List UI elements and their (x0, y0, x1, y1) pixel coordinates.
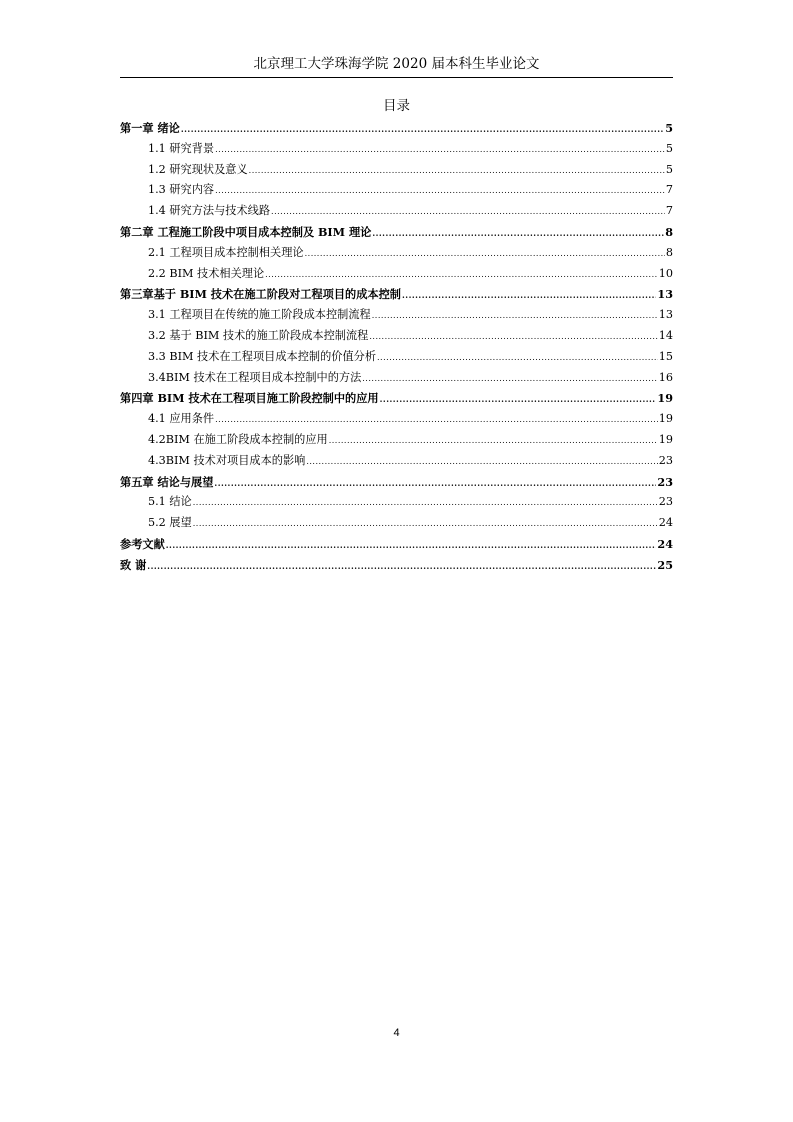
toc-entry-title: 3.3 BIM 技术在工程项目成本控制的价值分析 (148, 349, 377, 363)
toc-section-entry[interactable] (120, 451, 673, 472)
toc-chapter-entry[interactable] (120, 555, 673, 576)
toc-entry-page: 23 (658, 495, 673, 509)
toc-entry-page: 8 (665, 245, 673, 259)
toc-dot-leader (166, 535, 657, 556)
toc-section-entry[interactable] (120, 492, 673, 513)
toc-entry-title: 3.2 基于 BIM 技术的施工阶段成本控制流程 (148, 328, 369, 342)
toc-entry-page: 5 (665, 121, 673, 135)
toc-entry-title: 参考文献 (120, 536, 165, 551)
toc-entry-page: 7 (665, 183, 673, 197)
toc-dot-leader (214, 473, 656, 494)
toc-section-entry[interactable] (120, 180, 673, 201)
toc-entry-page: 23 (658, 453, 673, 467)
toc-dot-leader (215, 181, 665, 202)
toc-entry-page: 7 (665, 204, 673, 218)
toc-dot-leader (306, 452, 657, 473)
toc-entry-page: 19 (657, 391, 673, 406)
toc-entry-title: 第四章 BIM 技术在工程项目施工阶段控制中的应用 (120, 391, 379, 406)
toc-entry-page: 15 (658, 349, 673, 363)
toc-entry-title: 1.2 研究现状及意义 (148, 162, 248, 176)
toc-entry-page: 13 (657, 287, 673, 302)
toc-entry-page: 25 (657, 557, 673, 572)
toc-section-entry[interactable] (120, 347, 673, 368)
toc-entry-title: 第五章 结论与展望 (120, 474, 214, 489)
toc-dot-leader (369, 327, 657, 348)
toc-entry-title: 1.4 研究方法与技术线路 (148, 204, 271, 218)
toc-dot-leader (271, 202, 665, 223)
toc-dot-leader (193, 493, 658, 514)
toc-section-entry[interactable] (120, 409, 673, 430)
toc-section-entry[interactable] (120, 326, 673, 347)
toc-section-entry[interactable] (120, 160, 673, 181)
toc-entry-page: 5 (665, 141, 673, 155)
toc-chapter-entry[interactable] (120, 388, 673, 409)
toc-chapter-entry[interactable] (120, 118, 673, 139)
table-of-contents (120, 118, 673, 576)
toc-entry-title: 第一章 绪论 (120, 121, 180, 135)
page-number: 4 (393, 1027, 400, 1039)
toc-entry-title: 4.1 应用条件 (148, 412, 215, 426)
toc-section-entry[interactable] (120, 201, 673, 222)
toc-dot-leader (362, 369, 657, 390)
toc-entry-page: 8 (665, 224, 673, 239)
toc-dot-leader (181, 119, 664, 140)
toc-dot-leader (402, 285, 656, 306)
toc-entry-page: 5 (665, 162, 673, 176)
toc-dot-leader (380, 389, 657, 410)
toc-entry-title: 5.2 展望 (148, 516, 192, 530)
toc-dot-leader (329, 431, 658, 452)
toc-chapter-entry[interactable] (120, 472, 673, 493)
toc-entry-title: 1.3 研究内容 (148, 183, 215, 197)
toc-dot-leader (377, 348, 658, 369)
header-title: 北京理工大学珠海学院 2020 届本科生毕业论文 (253, 56, 540, 72)
toc-entry-page: 19 (658, 412, 673, 426)
toc-dot-leader (372, 306, 658, 327)
toc-section-entry[interactable] (120, 264, 673, 285)
toc-dot-leader (193, 514, 658, 535)
toc-entry-title: 2.2 BIM 技术相关理论 (148, 266, 265, 280)
toc-entry-title: 4.2BIM 在施工阶段成本控制的应用 (148, 432, 328, 446)
toc-entry-page: 14 (658, 328, 673, 342)
toc-entry-title: 3.4BIM 技术在工程项目成本控制中的方法 (148, 370, 362, 384)
toc-section-entry[interactable] (120, 368, 673, 389)
toc-dot-leader (215, 140, 665, 161)
toc-section-entry[interactable] (120, 430, 673, 451)
toc-chapter-entry[interactable] (120, 222, 673, 243)
toc-section-entry[interactable] (120, 139, 673, 160)
toc-entry-title: 2.1 工程项目成本控制相关理论 (148, 245, 304, 259)
toc-entry-page: 13 (658, 308, 673, 322)
toc-dot-leader (265, 265, 658, 286)
toc-section-entry[interactable] (120, 305, 673, 326)
toc-entry-title: 5.1 结论 (148, 495, 192, 509)
toc-chapter-entry[interactable] (120, 284, 673, 305)
toc-dot-leader (305, 244, 665, 265)
toc-entry-title: 致 谢 (120, 557, 147, 572)
toc-chapter-entry[interactable] (120, 534, 673, 555)
toc-entry-title: 4.3BIM 技术对项目成本的影响 (148, 453, 306, 467)
toc-entry-title: 第三章基于 BIM 技术在施工阶段对工程项目的成本控制 (120, 287, 401, 302)
toc-entry-page: 24 (657, 536, 673, 551)
toc-entry-page: 16 (658, 370, 673, 384)
toc-section-entry[interactable] (120, 513, 673, 534)
toc-dot-leader (215, 410, 658, 431)
toc-dot-leader (249, 161, 665, 182)
toc-section-entry[interactable] (120, 243, 673, 264)
toc-entry-title: 第二章 工程施工阶段中项目成本控制及 BIM 理论 (120, 224, 372, 239)
toc-dot-leader (372, 223, 664, 244)
page-header (120, 55, 673, 78)
toc-entry-page: 24 (658, 516, 673, 530)
toc-entry-page: 10 (658, 266, 673, 280)
toc-entry-page: 23 (657, 474, 673, 489)
toc-dot-leader (147, 556, 656, 577)
toc-entry-page: 19 (658, 432, 673, 446)
toc-entry-title: 1.1 研究背景 (148, 141, 215, 155)
toc-entry-title: 3.1 工程项目在传统的施工阶段成本控制流程 (148, 308, 371, 322)
toc-title: 目录 (383, 98, 410, 114)
